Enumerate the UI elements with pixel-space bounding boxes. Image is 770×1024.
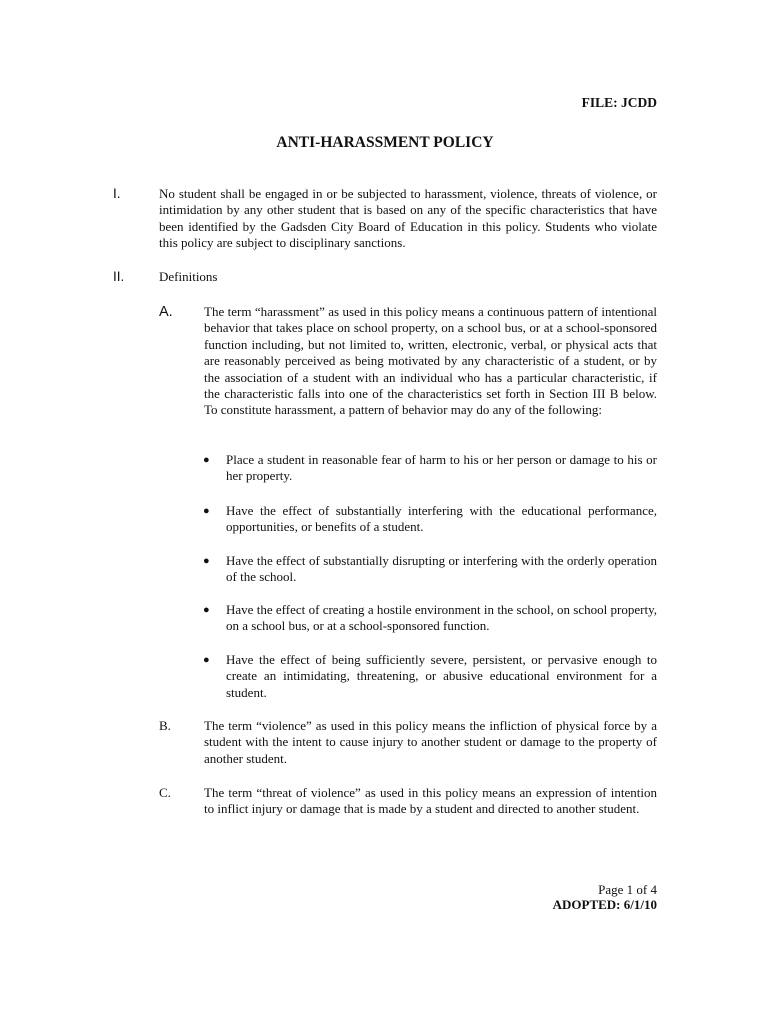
definition-a-text: The term “harassment” as used in this policy means a continuous pattern of intentional behavior that takes place on school property, on a school bus, or at a school-sponsored function including, but not limited to, written, electronic, verbal, or physical acts that are reasonably perceived as being motivated by any characteristic of a student, or by the association of a student with an individual who has a particular characteristic, if the characteristic falls into one of the characteristics set forth in Section III B below. To constitute harassment, a pattern of behavior may do any of the following: [204,304,657,418]
bullet-text: Place a student in reasonable fear of harm to his or her person or damage to his or her property. [226,452,657,484]
bullet-text: Have the effect of substantially disrupting or interfering with the orderly operation of the school. [226,553,657,585]
definition-b-text: The term “violence” as used in this policy means the infliction of physical force by a student with the intent to cause injury to another student or damage to the property of another student. [204,718,657,766]
definition-c-marker: C. [159,785,171,800]
bullet-icon: ● [203,505,210,517]
section-2-heading: Definitions [159,269,218,284]
bullet-icon: ● [203,604,210,616]
section-2-marker: II. [113,269,125,284]
bullet-icon: ● [203,654,210,666]
bullet-icon: ● [203,454,210,466]
policy-title: ANTI-HARASSMENT POLICY [276,134,494,151]
bullet-text: Have the effect of substantially interfering with the educational performance, opportunities, or benefits of a student. [226,503,657,535]
bullet-icon: ● [203,555,210,567]
section-1-text: No student shall be engaged in or be subjected to harassment, violence, threats of violence, or intimidation by any other student that is based on any of the specific characteristics that have been identified by the Gadsden City Board of Education in this policy. Students who violate this policy are subject to disciplinary sanctions. [159,186,657,251]
bullet-text: Have the effect of being sufficiently severe, persistent, or pervasive enough to create an intimidating, threatening, or abusive educational environment for a student. [226,652,657,700]
bullet-text: Have the effect of creating a hostile environment in the school, on school property, on a school bus, or at a school-sponsored function. [226,602,657,634]
section-1-marker: I. [113,186,121,201]
definition-c-text: The term “threat of violence” as used in this policy means an expression of intention to inflict injury or damage that is made by a student and directed to another student. [204,785,657,817]
page-number: Page 1 of 4 [598,882,657,897]
definition-b-marker: B. [159,718,171,733]
file-code: FILE: JCDD [581,95,657,110]
adopted-date: ADOPTED: 6/1/10 [552,897,657,912]
definition-a-marker: A. [159,304,173,320]
